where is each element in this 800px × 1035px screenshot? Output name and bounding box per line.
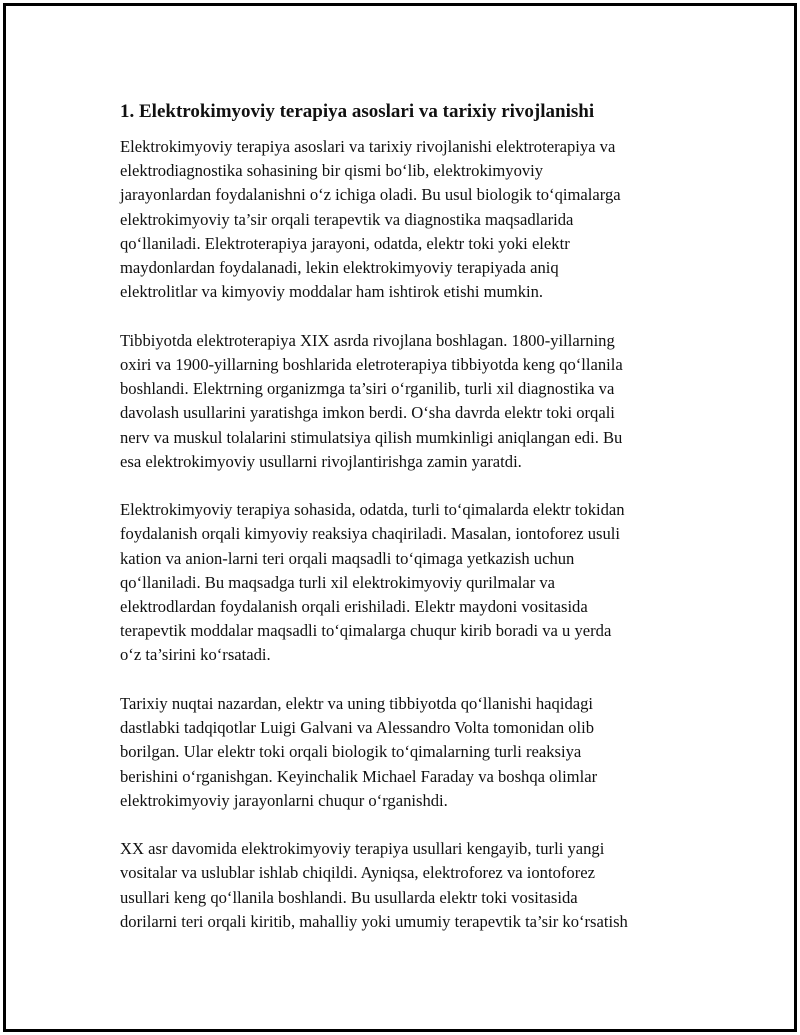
page-frame [3,3,797,1032]
text-line: qo‘llaniladi. Bu maqsadga turli xil elektrokimyoviy qurilmalar va [120,572,556,592]
text-line: usullari keng qo‘llanila boshlandi. Bu usullarda elektr toki vositasida [120,887,578,907]
text-line: maydonlardan foydalanadi, lekin elektrokimyoviy terapiyada aniq [120,258,559,278]
paragraph-1 [120,135,690,304]
text-line: jarayonlardan foydalanishni o‘z ichiga oladi. Bu usul biologik to‘qimalarga [120,185,621,205]
text-line: nerv va muskul tolalarini stimulatsiya qilish mumkinligi aniqlangan edi. Bu [120,427,623,447]
text-line: berishini o‘rganishgan. Keyinchalik Michael Faraday va boshqa olimlar [120,766,598,786]
paragraph-3 [120,498,690,667]
text-line: davolash usullarini yaratishga imkon berdi. O‘sha davrda elektr toki orqali [120,403,615,423]
text-line: boshlandi. Elektrning organizmga ta’siri o‘rganilib, turli xil diagnostika va [120,379,615,399]
text-line: kation va anion-larni teri orqali maqsadli to‘qimaga yetkazish uchun [120,548,575,568]
text-line: dorilarni teri orqali kiritib, mahalliy yoki umumiy terapevtik ta’sir ko‘rsatish [120,911,628,931]
paragraph-2 [120,329,690,474]
text-line: borilgan. Ular elektr toki orqali biologik to‘qimalarning turli reaksiya [120,742,582,762]
text-line: o‘z ta’sirini ko‘rsatadi. [120,645,271,665]
text-line: elektrokimyoviy ta’sir orqali terapevtik va diagnostika maqsadlarida [120,209,574,229]
document-body [120,98,690,958]
text-line: dastlabki tadqiqotlar Luigi Galvani va Alessandro Volta tomonidan olib [120,718,595,738]
text-line: esa elektrokimyoviy usullarni rivojlantirishga zamin yaratdi. [120,451,522,471]
text-line: elektrokimyoviy jarayonlarni chuqur o‘rganishdi. [120,790,448,810]
text-line: vositalar va uslublar ishlab chiqildi. Ayniqsa, elektroforez va iontoforez [120,863,595,883]
text-line: elektrolitlar va kimyoviy moddalar ham ishtirok etishi mumkin. [120,282,544,302]
text-line: elektrodlardan foydalanish orqali erishiladi. Elektr maydoni vositasida [120,597,588,617]
text-line: XX asr davomida elektrokimyoviy terapiya usullari kengayib, turli yangi [120,839,605,859]
text-line: elektrodiagnostika sohasining bir qismi bo‘lib, elektrokimyoviy [120,161,544,181]
text-line: Elektrokimyoviy terapiya sohasida, odatda, turli to‘qimalarda elektr tokidan [120,500,625,520]
text-line: Elektrokimyoviy terapiya asoslari va tarixiy rivojlanishi elektroterapiya va [120,137,616,156]
paragraph-5 [120,837,690,934]
text-line: Tarixiy nuqtai nazardan, elektr va uning tibbiyotda qo‘llanishi haqidagi [120,693,594,713]
section-heading: 1. Elektrokimyoviy terapiya asoslari va tarixiy rivojlanishi [120,101,595,122]
text-line: qo‘llaniladi. Elektroterapiya jarayoni, odatda, elektr toki yoki elektr [120,233,570,253]
text-line: Tibbiyotda elektroterapiya XIX asrda rivojlana boshlagan. 1800-yillarning [120,330,615,350]
text-line: terapevtik moddalar maqsadli to‘qimalarga chuqur kirib boradi va u yerda [120,621,612,641]
text-line: foydalanish orqali kimyoviy reaksiya chaqiriladi. Masalan, iontoforez usuli [120,524,620,544]
text-line: oxiri va 1900-yillarning boshlarida eletroterapiya tibbiyotda keng qo‘llanila [120,354,623,374]
paragraph-4 [120,692,690,813]
